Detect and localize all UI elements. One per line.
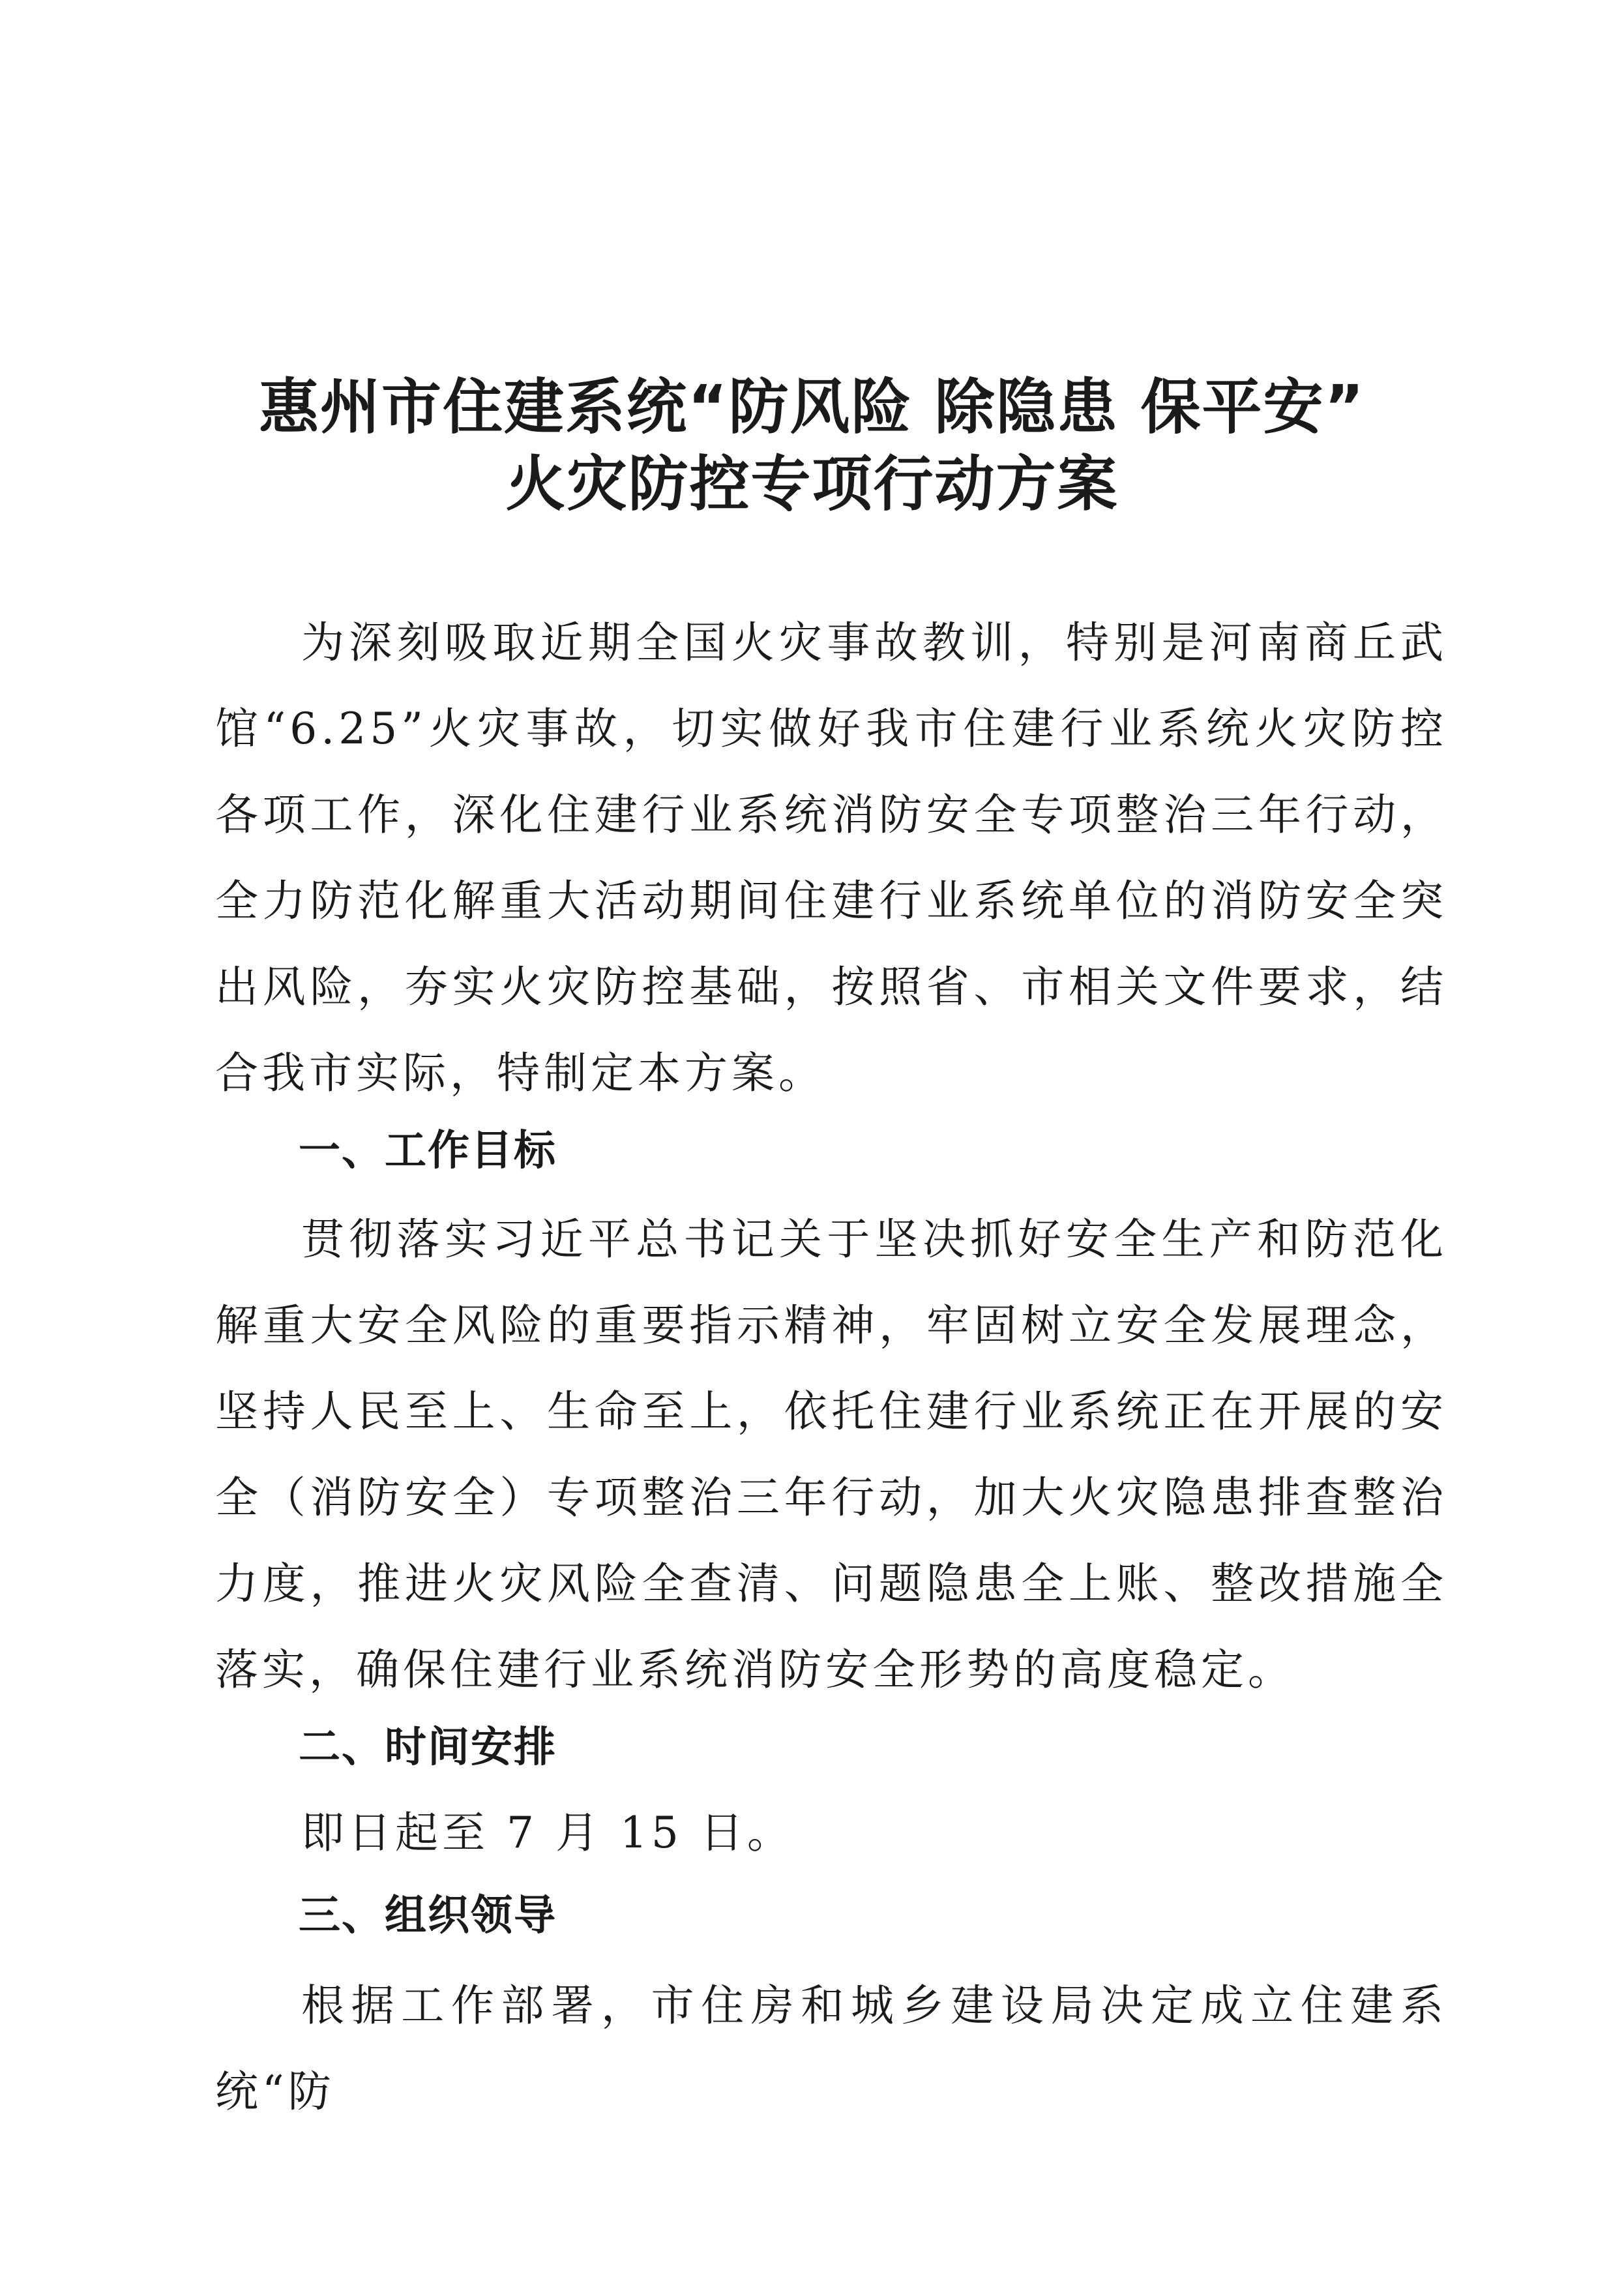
section-paragraph-organization: 根据工作部署，市住房和城乡建设局决定成立住建系统“防 bbox=[215, 1980, 1447, 2117]
intro-paragraph: 为深刻吸取近期全国火灾事故教训，特别是河南商丘武馆“6.25”火灾事故，切实做好我市住建行业系统火灾防控各项工作，深化住建行业系统消防安全专项整治三年行动，全力防范化解重大活动期间住建行业系统单位的消防安全突出风险，夯实火灾防控基础，按照省、市相关文件要求，结合我市实际，特制定本方案。 bbox=[215, 618, 1447, 1098]
section-paragraph-work-goals: 贯彻落实习近平总书记关于坚决抓好安全生产和防范化解重大安全风险的重要指示精神，牢固树立安全发展理念，坚持人民至上、生命至上，依托住建行业系统正在开展的安全（消防安全）专项整治三年行动，加大火灾隐患排查整治力度，推进火灾风险全查清、问题隐患全上账、整改措施全落实，确保住建行业系统消防安全形势的高度稳定。 bbox=[215, 1214, 1447, 1695]
document-title-line-2: 火灾防控专项行动方案 bbox=[505, 449, 1119, 519]
document-title-line-1: 惠州市住建系统“防风险 除隐患 保平安” bbox=[259, 372, 1365, 442]
section-heading-work-goals: 一、工作目标 bbox=[299, 1127, 557, 1175]
section-heading-schedule: 二、时间安排 bbox=[299, 1724, 557, 1772]
section-paragraph-schedule: 即日起至 7 月 15 日。 bbox=[301, 1808, 794, 1858]
section-heading-organization: 三、组织领导 bbox=[299, 1892, 557, 1940]
